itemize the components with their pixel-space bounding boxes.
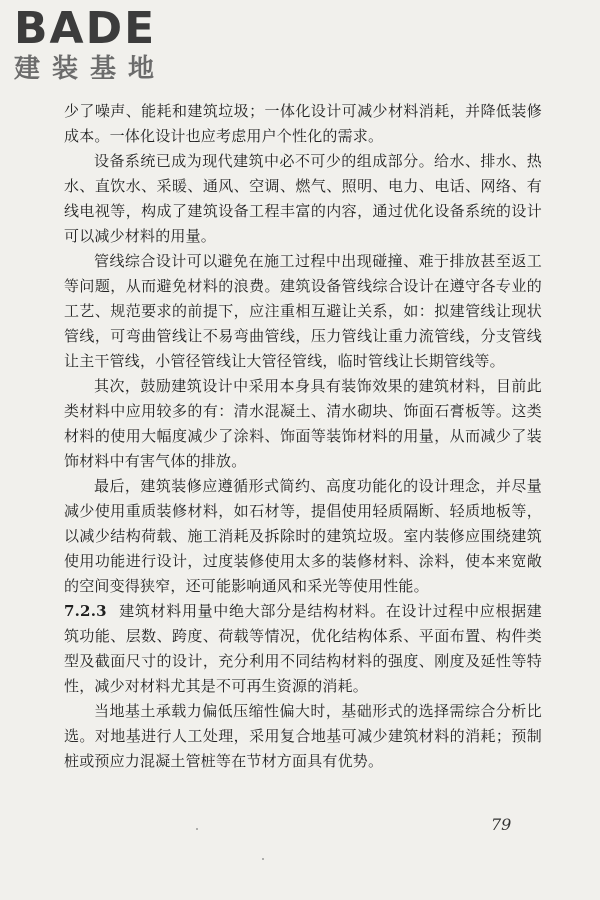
logo-subtitle: 建装基地 xyxy=(14,54,167,84)
scan-speck xyxy=(262,858,264,860)
paragraph-5: 最后，建筑装修应遵循形式简约、高度功能化的设计理念，并尽量减少使用重质装修材料，如石材等，提倡使用轻质隔断、轻质地板等，以减少结构荷载、施工消耗及拆除时的建筑垃圾。室内装修应围绕建筑使用功能进行设计，过度装修使用太多的装修材料、涂料，使本来宽敞的空间变得狭窄，还可能影响通风和采光等使用性能。 xyxy=(64,477,542,595)
paragraph-1: 少了噪声、能耗和建筑垃圾；一体化设计可减少材料消耗，并降低装修成本。一体化设计也应考虑用户个性化的需求。 xyxy=(64,102,542,145)
scan-speck xyxy=(196,828,198,830)
section-7-2-3-text: 建筑材料用量中绝大部分是结构材料。在设计过程中应根据建筑功能、层数、跨度、荷载等情况，优化结构体系、平面布置、构件类型及截面尺寸的设计，充分利用不同结构材料的强度、刚度及延性等特性，减少对材料尤其是不可再生资源的消耗。 xyxy=(64,602,542,695)
paragraph-3: 管线综合设计可以避免在施工过程中出现碰撞、难于排放甚至返工等问题，从而避免材料的浪费。建筑设备管线综合设计在遵守各专业的工艺、规范要求的前提下，应注重相互避让关系，如：拟建管线让现状管线，可弯曲管线让不易弯曲管线，压力管线让重力流管线，分支管线让主干管线，小管径管线让大管径管线，临时管线让长期管线等。 xyxy=(64,252,542,370)
bade-logo xyxy=(14,3,179,84)
logo-wordmark: BADE xyxy=(14,3,157,54)
section-7-2-3 xyxy=(64,599,542,699)
page-body xyxy=(64,99,542,774)
section-number: 7.2.3 xyxy=(64,602,107,620)
paragraph-4: 其次，鼓励建筑设计中采用本身具有装饰效果的建筑材料，目前此类材料中应用较多的有：清水混凝土、清水砌块、饰面石膏板等。这类材料的使用大幅度减少了涂料、饰面等装饰材料的用量，从而减少了装饰材料中有害气体的排放。 xyxy=(64,377,542,470)
paragraph-2: 设备系统已成为现代建筑中必不可少的组成部分。给水、排水、热水、直饮水、采暖、通风、空调、燃气、照明、电力、电话、网络、有线电视等，构成了建筑设备工程丰富的内容，通过优化设备系统的设计可以减少材料的用量。 xyxy=(64,152,542,245)
page-number: 79 xyxy=(491,815,512,834)
paragraph-7: 当地基土承载力偏低压缩性偏大时，基础形式的选择需综合分析比选。对地基进行人工处理，采用复合地基可减少建筑材料的消耗；预制桩或预应力混凝土管桩等在节材方面具有优势。 xyxy=(64,702,542,770)
